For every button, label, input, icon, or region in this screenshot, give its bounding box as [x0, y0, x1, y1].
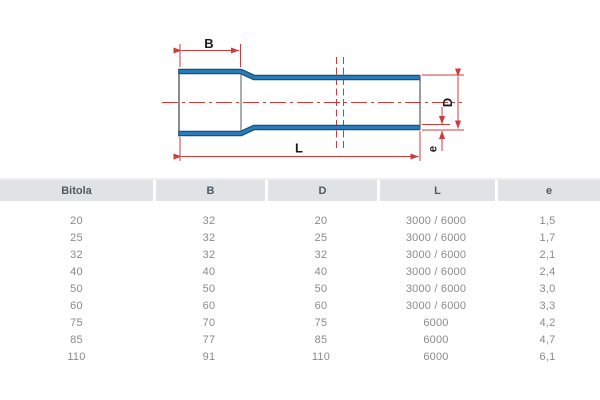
table-cell: 4,2 [539, 316, 556, 329]
table-row [0, 246, 600, 263]
table-cell: 32 [202, 214, 216, 227]
table-cell: 40 [202, 265, 216, 278]
table-row [0, 348, 600, 365]
table-cell: 3000 / 6000 [405, 282, 467, 295]
table-cell: 50 [70, 282, 83, 295]
table-cell: 3000 / 6000 [405, 248, 467, 261]
table-header-b: B [153, 180, 265, 201]
table-cell: 32 [314, 248, 328, 261]
dimension-lines-group [162, 44, 464, 161]
dimension-labels-group [204, 36, 455, 156]
table-cell: 2,4 [539, 265, 556, 278]
table-cell: 91 [202, 350, 216, 363]
table-cell: 32 [202, 231, 216, 244]
table-cell: 50 [314, 282, 328, 295]
table-cell: 75 [314, 316, 328, 329]
table-cell: 3,3 [539, 299, 556, 312]
table-cell: 85 [314, 333, 328, 346]
dim-label-b: B [204, 36, 214, 51]
dim-label-e: e [427, 145, 440, 153]
pipe-top-wall [178, 72, 420, 78]
table-cell: 40 [314, 265, 328, 278]
table-cell: 75 [70, 316, 83, 329]
table-cell: 3000 / 6000 [405, 265, 467, 278]
pipe-bottom-wall [178, 128, 420, 134]
table-cell: 20 [70, 214, 83, 227]
table-cell: 1,5 [539, 214, 556, 227]
table-row [0, 314, 600, 331]
table-cell: 3000 / 6000 [405, 299, 467, 312]
pipe-technical-drawing [0, 0, 600, 176]
table-body [0, 212, 600, 365]
table-cell: 40 [70, 265, 83, 278]
table-header-e: e [495, 180, 600, 201]
table-row [0, 263, 600, 280]
spec-table [0, 178, 600, 365]
table-cell: 70 [202, 316, 216, 329]
table-cell: 32 [70, 248, 83, 261]
table-cell: 3000 / 6000 [405, 231, 467, 244]
table-cell: 110 [311, 350, 331, 363]
table-cell: 85 [70, 333, 83, 346]
table-row [0, 229, 600, 246]
table-cell: 20 [314, 214, 328, 227]
table-header-bitola: Bitola [0, 180, 153, 201]
dim-label-l: L [295, 140, 303, 156]
table-cell: 4,7 [539, 333, 556, 346]
table-header-row [0, 178, 600, 201]
table-cell: 2,1 [539, 248, 556, 261]
table-cell: 110 [67, 350, 86, 363]
table-cell: 3,0 [539, 282, 556, 295]
table-cell: 25 [70, 231, 83, 244]
table-cell: 6000 [423, 316, 449, 329]
table-row [0, 212, 600, 229]
table-cell: 25 [314, 231, 328, 244]
table-header-l: L [377, 180, 495, 201]
table-row [0, 331, 600, 348]
table-cell: 1,7 [539, 231, 556, 244]
table-cell: 60 [314, 299, 328, 312]
table-cell: 3000 / 6000 [405, 214, 467, 227]
table-row [0, 297, 600, 314]
table-cell: 32 [202, 248, 216, 261]
table-cell: 60 [202, 299, 216, 312]
table-cell: 6000 [423, 350, 449, 363]
table-cell: 60 [70, 299, 83, 312]
table-header-d: D [265, 180, 377, 201]
dim-label-d: D [440, 97, 455, 108]
table-row [0, 280, 600, 297]
table-cell: 6000 [423, 333, 449, 346]
table-cell: 6,1 [539, 350, 556, 363]
table-cell: 50 [202, 282, 216, 295]
table-cell: 77 [202, 333, 216, 346]
